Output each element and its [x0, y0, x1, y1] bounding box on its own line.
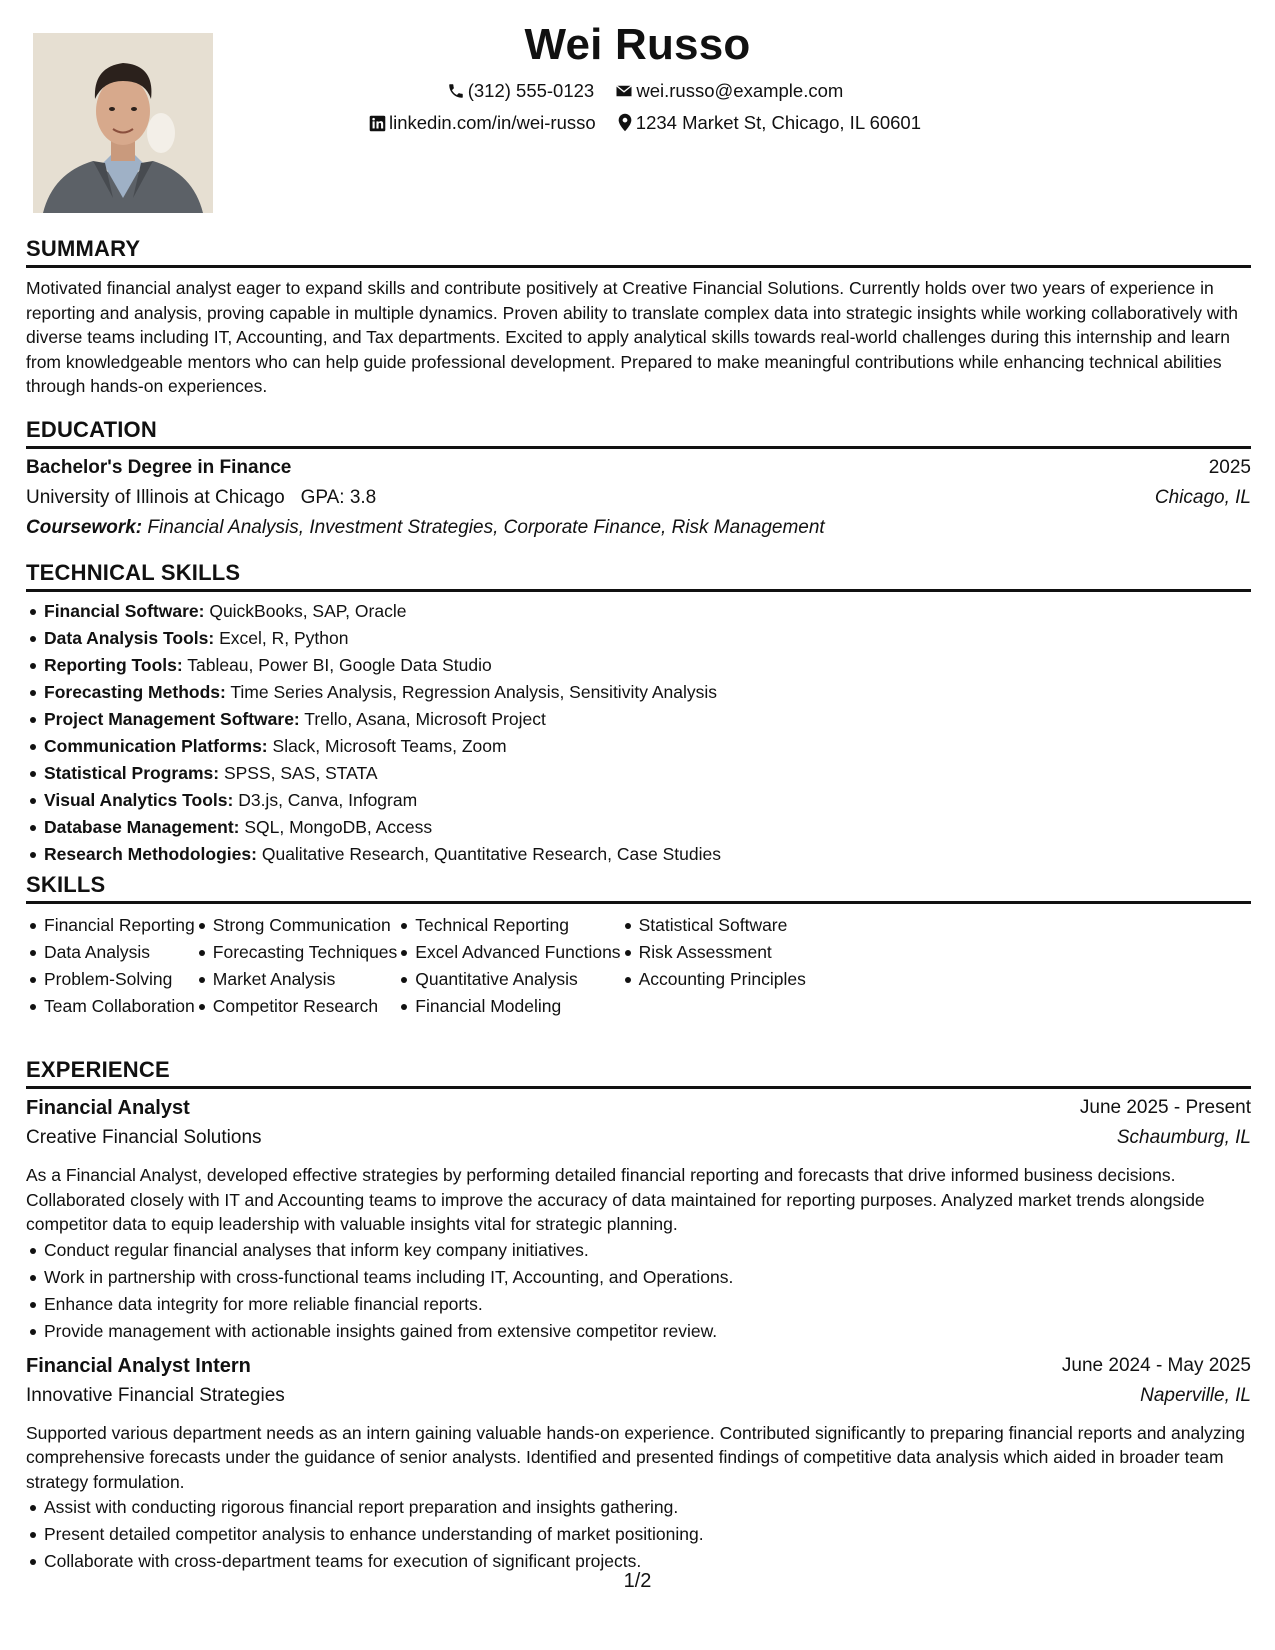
- company-row: [26, 1127, 1251, 1157]
- gpa: GPA: 3.8: [300, 487, 377, 508]
- coursework-row: [26, 517, 1251, 547]
- summary-text: Motivated financial analyst eager to expand skills and contribute positively at Creative Financial Solutions. Currently holds over two years of experience in reporting and analysis, proving capable in multiple dynamics. Proven ability to translate complex data into strategic insights while working collaboratively with diverse teams including IT, Accounting, and Tax departments. Excited to apply analytical skills towards real-world challenges during this internship and learn from knowledgeable mentors who can help guide professional development. Prepared to make meaningful contributions while enhancing technical abilities through hands-on experiences.: [26, 278, 1238, 396]
- job-header-row: [26, 1097, 1251, 1127]
- skill-item: Problem-Solving: [44, 966, 195, 993]
- degree-row: [26, 457, 1251, 487]
- list-item: Reporting Tools: Tableau, Power BI, Google Data Studio: [44, 652, 1251, 679]
- list-item: Forecasting Methods: Time Series Analysis, Regression Analysis, Sensitivity Analysis: [44, 679, 1251, 706]
- skill-item: Quantitative Analysis: [415, 966, 620, 993]
- job-entry: [26, 1355, 1251, 1576]
- list-item: Communication Platforms: Slack, Microsoft Teams, Zoom: [44, 733, 1251, 760]
- skill-item: Accounting Principles: [639, 966, 806, 993]
- school-name: University of Illinois at Chicago: [26, 487, 285, 508]
- map-pin-icon: [617, 113, 633, 132]
- job-title: Financial Analyst: [26, 1097, 190, 1119]
- graduation-year: 2025: [1208, 457, 1251, 478]
- company-name: Innovative Financial Strategies: [26, 1384, 285, 1406]
- skill-item: Team Collaboration: [44, 993, 195, 1020]
- list-item: Work in partnership with cross-functional teams including IT, Accounting, and Operations.: [44, 1264, 1251, 1291]
- contact-row-2: [0, 112, 1275, 134]
- list-item: Database Management: SQL, MongoDB, Access: [44, 814, 1251, 841]
- skill-item: Market Analysis: [213, 966, 398, 993]
- experience-section: [26, 1057, 1251, 1575]
- job-location: Schaumburg, IL: [1116, 1127, 1251, 1148]
- section-title: EDUCATION: [26, 417, 1251, 449]
- linkedin-contact[interactable]: [369, 112, 596, 134]
- skills-grid: [26, 912, 1251, 1020]
- school-row: [26, 487, 1251, 517]
- job-title: Financial Analyst Intern: [26, 1354, 251, 1377]
- list-item: Provide management with actionable insights gained from extensive competitor review.: [44, 1318, 1251, 1345]
- email-text: wei.russo@example.com: [636, 80, 844, 101]
- job-location: Naperville, IL: [1140, 1384, 1251, 1406]
- technical-skills-list: [26, 598, 1251, 868]
- skills-column: [621, 912, 806, 1020]
- email-contact[interactable]: [615, 80, 843, 102]
- section-title: EXPERIENCE: [26, 1057, 1251, 1089]
- summary-section: [26, 236, 1251, 399]
- skill-item: Strong Communication: [213, 912, 398, 939]
- school-location: Chicago, IL: [1154, 487, 1251, 508]
- linkedin-icon: [369, 115, 386, 132]
- section-title: SKILLS: [26, 872, 1251, 904]
- job-description: Supported various department needs as an intern gaining valuable hands-on experience. Contributed significantly to preparing financial reports and analyzing comprehensive forecasts under the guidance of senior analysts. Identified and presented findings of competitive data analysis which aided in broader team strategy formulation.: [26, 1422, 1245, 1492]
- list-item: Financial Software: QuickBooks, SAP, Oracle: [44, 598, 1251, 625]
- phone-text: (312) 555-0123: [467, 80, 595, 101]
- job-header-row: [26, 1355, 1251, 1385]
- skill-item: Forecasting Techniques: [213, 939, 398, 966]
- list-item: Collaborate with cross-department teams for execution of significant projects.: [44, 1548, 1251, 1575]
- page-number: 1/2: [623, 1570, 652, 1592]
- list-item: Assist with conducting rigorous financial report preparation and insights gathering.: [44, 1494, 1251, 1521]
- list-item: Project Management Software: Trello, Asana, Microsoft Project: [44, 706, 1251, 733]
- skills-column: [26, 912, 195, 1020]
- coursework-list: Financial Analysis, Investment Strategies, Corporate Finance, Risk Management: [147, 517, 825, 538]
- list-item: Visual Analytics Tools: D3.js, Canva, Infogram: [44, 787, 1251, 814]
- list-item: Enhance data integrity for more reliable financial reports.: [44, 1291, 1251, 1318]
- linkedin-text: linkedin.com/in/wei-russo: [388, 112, 596, 133]
- degree-title: Bachelor's Degree in Finance: [26, 457, 292, 478]
- list-item: Data Analysis Tools: Excel, R, Python: [44, 625, 1251, 652]
- list-item: Conduct regular financial analyses that inform key company initiatives.: [44, 1237, 1251, 1264]
- education-section: [26, 417, 1251, 547]
- candidate-name: Wei Russo: [524, 20, 751, 69]
- address-contact: [617, 112, 921, 134]
- address-text: 1234 Market St, Chicago, IL 60601: [635, 112, 922, 133]
- job-dates: June 2025 - Present: [1079, 1097, 1251, 1118]
- list-item: Research Methodologies: Qualitative Research, Quantitative Research, Case Studies: [44, 841, 1251, 868]
- list-item: Present detailed competitor analysis to enhance understanding of market positioning.: [44, 1521, 1251, 1548]
- company-name: Creative Financial Solutions: [26, 1127, 262, 1148]
- phone-icon: [447, 82, 465, 100]
- skill-item: Excel Advanced Functions: [415, 939, 620, 966]
- skill-item: Data Analysis: [44, 939, 195, 966]
- job-dates: June 2024 - May 2025: [1061, 1354, 1251, 1376]
- skill-item: Financial Reporting: [44, 912, 195, 939]
- skills-column: [195, 912, 398, 1020]
- company-row: [26, 1385, 1251, 1415]
- section-title: TECHNICAL SKILLS: [26, 560, 1251, 592]
- skills-column: [397, 912, 620, 1020]
- job-entry: [26, 1097, 1251, 1345]
- coursework-label: Coursework:: [26, 517, 143, 538]
- section-title: SUMMARY: [26, 236, 1251, 268]
- skill-item: Competitor Research: [213, 993, 398, 1020]
- phone-contact[interactable]: [447, 80, 595, 102]
- job-bullets: [26, 1237, 1251, 1345]
- skills-section: [26, 872, 1251, 1020]
- skill-item: Statistical Software: [639, 912, 806, 939]
- envelope-icon: [615, 82, 633, 100]
- job-description: As a Financial Analyst, developed effective strategies by performing detailed financial reporting and forecasts that drive informed business decisions. Collaborated closely with IT and Accounting teams to improve the accuracy of data maintained for reporting purposes. Analyzed market trends alongside competitor data to equip leadership with valuable insights vital for strategic planning.: [26, 1165, 1205, 1234]
- contact-row-1: [0, 80, 1275, 102]
- job-bullets: [26, 1494, 1251, 1575]
- list-item: Statistical Programs: SPSS, SAS, STATA: [44, 760, 1251, 787]
- skill-item: Technical Reporting: [415, 912, 620, 939]
- skill-item: Financial Modeling: [415, 993, 620, 1020]
- skill-item: Risk Assessment: [639, 939, 806, 966]
- technical-skills-section: [26, 560, 1251, 868]
